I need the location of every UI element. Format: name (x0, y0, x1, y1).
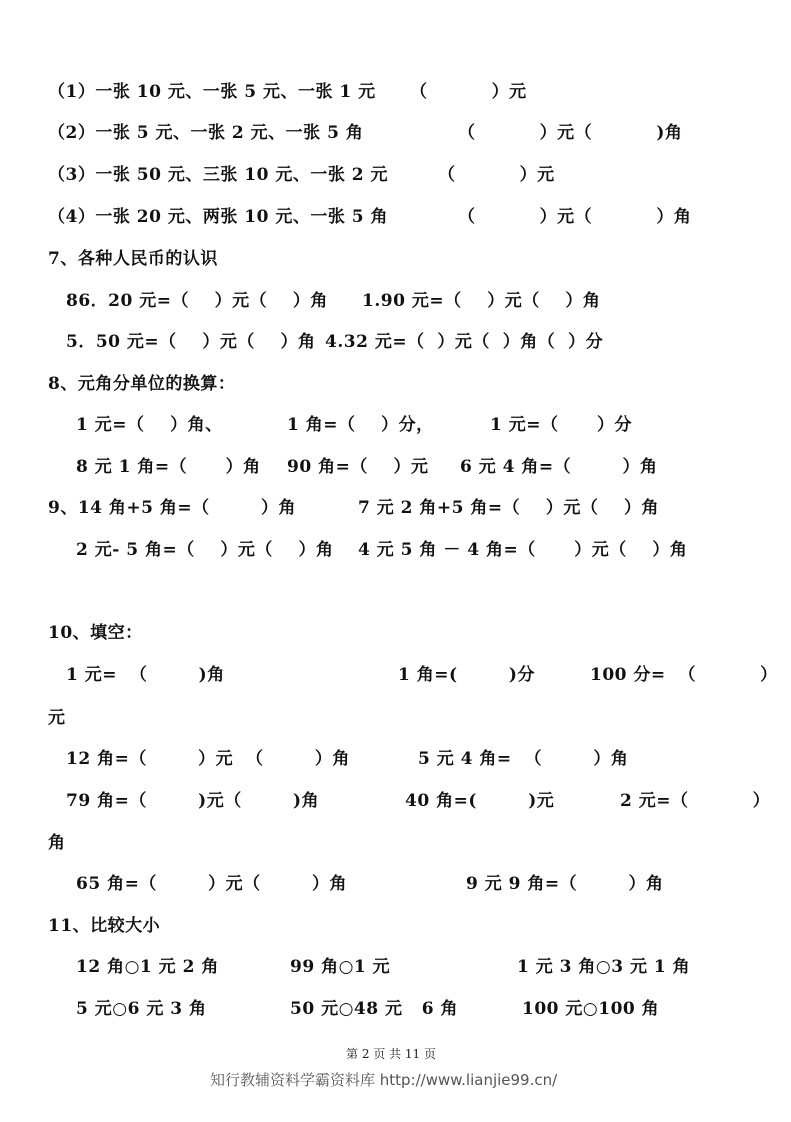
q10-row-3-part-2: 40 角=( )元 (405, 791, 555, 811)
q6-item-1-part-2: （ ）元 (410, 82, 527, 102)
q6-item-3-part-2: （ ）元 (438, 165, 555, 185)
q7-heading: 7、各种人民币的认识 (48, 249, 218, 269)
q7-row-1-part-2: 1.90 元=（ ）元（ ）角 (362, 291, 601, 311)
q11-row-2-part-1: 5 元○6 元 3 角 (76, 999, 207, 1019)
q8-row-2-part-1: 8 元 1 角=（ ）角 (76, 457, 261, 477)
q9-row-1-part-1: 9、14 角+5 角=（ ）角 (48, 498, 296, 518)
q6-item-1-part-1: （1）一张 10 元、一张 5 元、一张 1 元 (48, 82, 376, 102)
q10-heading: 10、填空： (48, 623, 143, 643)
q10-row-2-part-2: 5 元 4 角= （ ）角 (418, 749, 629, 769)
q10-row-3-part-3: 2 元=（ ） (620, 791, 771, 811)
q6-item-2-part-1: （2）一张 5 元、一张 2 元、一张 5 角 (48, 123, 364, 143)
q10-row-2-part-1: 12 角=（ ）元 （ ）角 (66, 749, 350, 769)
q7-row-2-part-2: 4.32 元=（ ）元（ ）角（ ）分 (325, 332, 604, 352)
q11-row-2-part-2: 50 元○48 元 6 角 (290, 999, 458, 1019)
q10-row-3-cont: 角 (48, 833, 66, 853)
q8-row-2-part-2: 90 角=（ ）元 (287, 457, 429, 477)
q10-row-1-part-2: 1 角=( )分 (398, 665, 535, 685)
q10-row-1-part-3: 100 分= （ ） (590, 665, 778, 685)
q8-row-1-part-2: 1 角=（ ）分， (287, 415, 434, 435)
q11-row-2-part-3: 100 元○100 角 (522, 999, 660, 1019)
q6-item-2-part-2: （ ）元（ )角 (458, 123, 683, 143)
q6-item-4-part-1: （4）一张 20 元、两张 10 元、一张 5 角 (48, 207, 388, 227)
q6-item-3-part-1: （3）一张 50 元、三张 10 元、一张 2 元 (48, 165, 388, 185)
q8-heading: 8、元角分单位的换算： (48, 374, 236, 394)
q7-row-1-part-1: 86．20 元=（ ）元（ ）角 (66, 291, 328, 311)
q7-row-2-part-1: 5．50 元=（ ）元（ ）角 (66, 332, 316, 352)
q10-row-4-part-1: 65 角=（ ）元（ ）角 (76, 874, 348, 894)
q10-row-4-part-2: 9 元 9 角=（ ）角 (466, 874, 664, 894)
watermark-text: 知行教辅资料学霸资料库 http://www.lianjie99.cn/ (210, 1071, 558, 1089)
q10-row-1-part-1: 1 元= （ )角 (66, 665, 225, 685)
q9-row-2-part-1: 2 元- 5 角=（ ）元（ ）角 (76, 540, 334, 560)
page-number: 第 2 页 共 11 页 (346, 1047, 436, 1061)
q10-row-3-part-1: 79 角=（ )元（ )角 (66, 791, 320, 811)
q11-row-1-part-3: 1 元 3 角○3 元 1 角 (517, 957, 691, 977)
q11-heading: 11、比较大小 (48, 916, 161, 936)
q11-row-1-part-1: 12 角○1 元 2 角 (76, 957, 219, 977)
q9-row-1-part-2: 7 元 2 角+5 角=（ ）元（ ）角 (358, 498, 659, 518)
q8-row-2-part-3: 6 元 4 角=（ ）角 (460, 457, 658, 477)
q8-row-1-part-3: 1 元=（ ）分 (490, 415, 633, 435)
q8-row-1-part-1: 1 元=（ ）角、 (76, 415, 223, 435)
q10-row-1-cont: 元 (48, 708, 66, 728)
q6-item-4-part-2: （ ）元（ ）角 (458, 207, 692, 227)
q9-row-2-part-2: 4 元 5 角 － 4 角=（ ）元（ ）角 (358, 540, 688, 560)
q11-row-1-part-2: 99 角○1 元 (290, 957, 391, 977)
